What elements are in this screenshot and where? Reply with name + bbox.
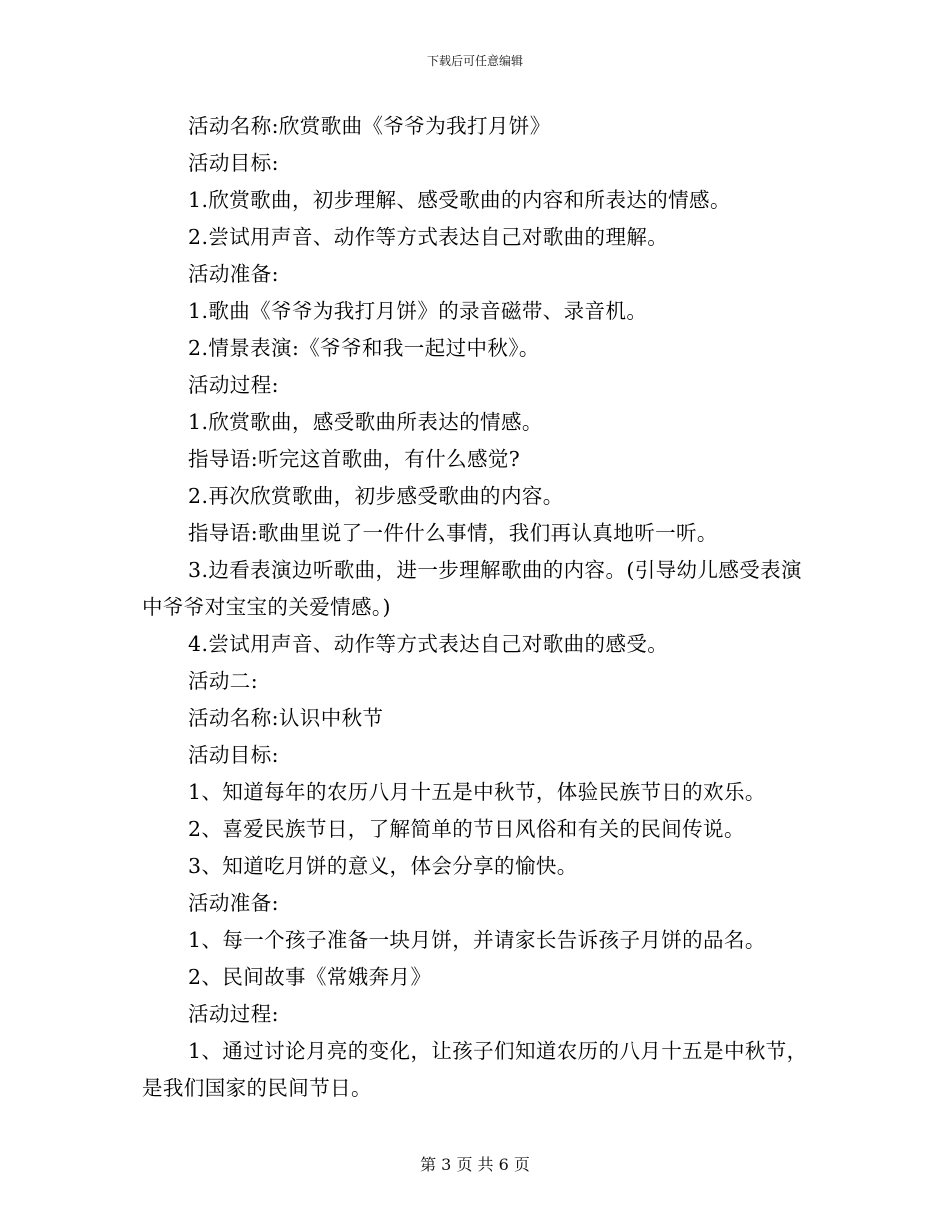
paragraph-activity-two-goal-2: 2、喜爱民族节日，了解简单的节日风俗和有关的民间传说。: [188, 817, 745, 841]
paragraph-preparation-1: 1.歌曲《爷爷为我打月饼》的录音磁带、录音机。: [188, 299, 648, 323]
page-header: 下载后可任意编辑: [426, 54, 523, 68]
paragraph-goal-1: 1.欣赏歌曲，初步理解、感受歌曲的内容和所表达的情感。: [188, 188, 731, 212]
paragraph-preparation-heading: 活动准备:: [188, 262, 279, 286]
paragraph-activity-two-heading: 活动二:: [188, 669, 259, 693]
paragraph-activity-two-preparation-2: 2、民间故事《常娥奔月》: [188, 965, 432, 989]
paragraph-process-4: 4.尝试用声音、动作等方式表达自己对歌曲的感受。: [188, 632, 669, 656]
paragraph-activity-two-process-1: 1、通过讨论月亮的变化，让孩子们知道农历的八月十五是中秋节，是我们国家的民间节日。: [142, 1039, 808, 1100]
paragraph-process-1: 1.欣赏歌曲，感受歌曲所表达的情感。: [188, 410, 543, 434]
paragraph-activity-goals-heading: 活动目标:: [188, 151, 279, 175]
paragraph-activity-two-goal-3: 3、知道吃月饼的意义，体会分享的愉快。: [188, 854, 578, 878]
paragraph-activity-two-name: 活动名称:认识中秋节: [188, 706, 384, 730]
paragraph-preparation-2: 2.情景表演:《爷爷和我一起过中秋》。: [188, 336, 540, 360]
paragraph-guidance-1: 指导语:听完这首歌曲，有什么感觉?: [188, 447, 521, 471]
paragraph-process-3: 3.边看表演边听歌曲，进一步理解歌曲的内容。(引导幼儿感受表演中爷爷对宝宝的关爱情感。): [142, 558, 802, 619]
paragraph-activity-two-goals-heading: 活动目标:: [188, 743, 279, 767]
paragraph-activity-two-goal-1: 1、知道每年的农历八月十五是中秋节，体验民族节日的欢乐。: [188, 780, 766, 804]
paragraph-activity-two-process-heading: 活动过程:: [188, 1002, 279, 1026]
paragraph-process-2: 2.再次欣赏歌曲，初步感受歌曲的内容。: [188, 484, 564, 508]
paragraph-activity-name: 活动名称:欣赏歌曲《爷爷为我打月饼》: [188, 114, 551, 138]
page-number-footer: 第 3 页 共 6 页: [420, 1155, 530, 1174]
paragraph-activity-two-preparation-1: 1、每一个孩子准备一块月饼，并请家长告诉孩子月饼的品名。: [188, 928, 766, 952]
paragraph-activity-two-preparation-heading: 活动准备:: [188, 891, 279, 915]
paragraph-guidance-2: 指导语:歌曲里说了一件什么事情，我们再认真地听一听。: [188, 521, 718, 545]
paragraph-goal-2: 2.尝试用声音、动作等方式表达自己对歌曲的理解。: [188, 225, 669, 249]
document-body: [142, 108, 822, 1107]
paragraph-process-heading: 活动过程:: [188, 373, 279, 397]
